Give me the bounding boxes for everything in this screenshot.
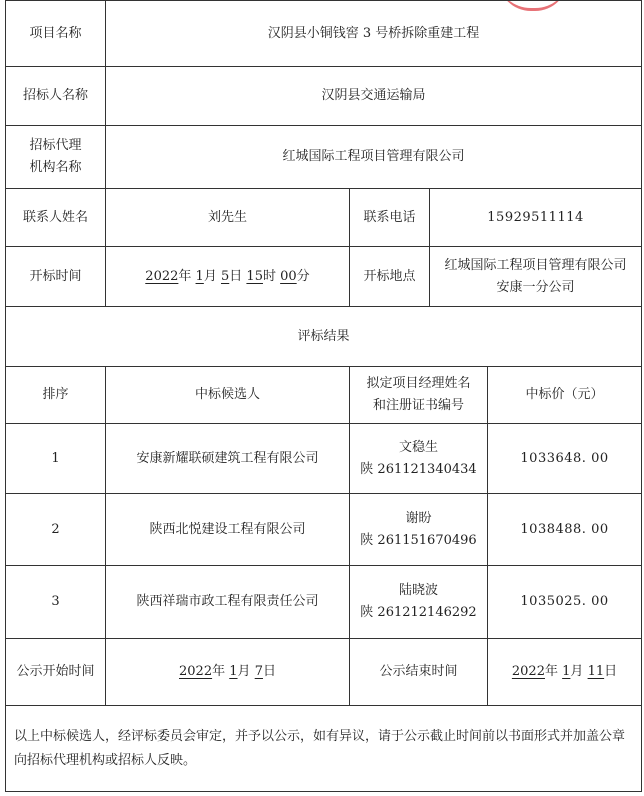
row-price: 1035025. 00 [488, 566, 642, 639]
table-row [6, 566, 642, 639]
row-manager-name: 文稳生 [398, 439, 438, 455]
contact-label: 联系人姓名 [6, 189, 106, 247]
result-title: 评标结果 [6, 307, 642, 367]
table-row [6, 494, 642, 566]
pub-start-day-unit: 日 [262, 664, 276, 679]
open-minute-unit: 分 [296, 268, 310, 284]
row-manager [350, 424, 488, 494]
open-year: 2022 [145, 268, 179, 284]
row-price: 1033648. 00 [488, 424, 642, 494]
pub-start-year-unit: 年 [212, 664, 226, 679]
contact-value: 刘先生 [106, 189, 350, 247]
open-day: 5 [220, 268, 230, 284]
bid-result-table [5, 0, 642, 792]
row-price: 1038488. 00 [488, 494, 642, 566]
open-place-value [430, 247, 642, 307]
open-day-unit: 日 [229, 268, 243, 284]
header-price: 中标价（元） [488, 367, 642, 424]
row-manager-name: 陆晓波 [398, 583, 438, 598]
pub-end-year: 2022 [511, 664, 545, 679]
tenderer-value: 汉阴县交通运输局 [106, 67, 642, 126]
header-candidate: 中标候选人 [106, 367, 350, 424]
project-name-label: 项目名称 [6, 1, 106, 67]
open-month-unit: 月 [203, 268, 217, 284]
pub-start-value [106, 639, 350, 706]
pub-end-value [488, 639, 642, 706]
agency-label-line2: 机构名称 [29, 160, 82, 175]
open-time-label: 开标时间 [6, 247, 106, 307]
pub-start-month-unit: 月 [237, 664, 251, 679]
tenderer-label: 招标人名称 [6, 67, 106, 126]
open-month: 1 [195, 268, 204, 284]
agency-label-line1: 招标代理 [29, 138, 82, 153]
pub-end-year-unit: 年 [544, 664, 558, 679]
pub-end-month: 1 [562, 664, 571, 679]
open-place-line1: 红城国际工程项目管理有限公司 [444, 257, 627, 273]
pub-end-day-unit: 日 [604, 664, 618, 679]
open-place-line2: 安康一分公司 [496, 279, 575, 295]
row-company: 陕西北悦建设工程有限公司 [106, 494, 350, 566]
open-year-unit: 年 [178, 268, 192, 284]
pub-end-label: 公示结束时间 [350, 639, 488, 706]
table-row [6, 424, 642, 494]
pub-start-day: 7 [254, 664, 263, 679]
pub-end-day: 11 [587, 664, 605, 679]
row-manager-cert: 陕 261151670496 [360, 532, 477, 548]
header-rank: 排序 [6, 367, 106, 424]
phone-label: 联系电话 [350, 189, 430, 247]
row-manager-cert: 陕 261121340434 [360, 461, 477, 477]
pub-start-label: 公示开始时间 [6, 639, 106, 706]
agency-label [6, 126, 106, 189]
pub-start-month: 1 [229, 664, 238, 679]
row-rank: 2 [6, 494, 106, 566]
row-rank: 3 [6, 566, 106, 639]
open-minute: 00 [280, 268, 297, 284]
row-company: 安康新耀联硕建筑工程有限公司 [106, 424, 350, 494]
pub-start-year: 2022 [179, 664, 213, 679]
row-company: 陕西祥瑞市政工程有限责任公司 [106, 566, 350, 639]
open-hour-unit: 时 [262, 268, 276, 284]
open-place-label: 开标地点 [350, 247, 430, 307]
open-time-value [106, 247, 350, 307]
header-manager [350, 367, 488, 424]
pub-end-month-unit: 月 [570, 664, 584, 679]
row-rank: 1 [6, 424, 106, 494]
row-manager [350, 494, 488, 566]
header-manager-line2: 和注册证书编号 [372, 398, 464, 413]
phone-value: 15929511114 [430, 189, 642, 247]
open-hour: 15 [246, 268, 263, 284]
row-manager-name: 谢盼 [405, 510, 432, 526]
row-manager [350, 566, 488, 639]
row-manager-cert: 陕 261212146292 [360, 605, 477, 620]
project-name-value: 汉阴县小铜钱窖 3 号桥拆除重建工程 [106, 1, 642, 67]
header-manager-line1: 拟定项目经理姓名 [366, 376, 471, 391]
notice-text: 以上中标候选人，经评标委员会审定，并予以公示，如有异议，请于公示截止时间前以书面形式并加盖公章向招标代理机构或招标人反映。 [6, 706, 642, 792]
agency-value: 红城国际工程项目管理有限公司 [106, 126, 642, 189]
